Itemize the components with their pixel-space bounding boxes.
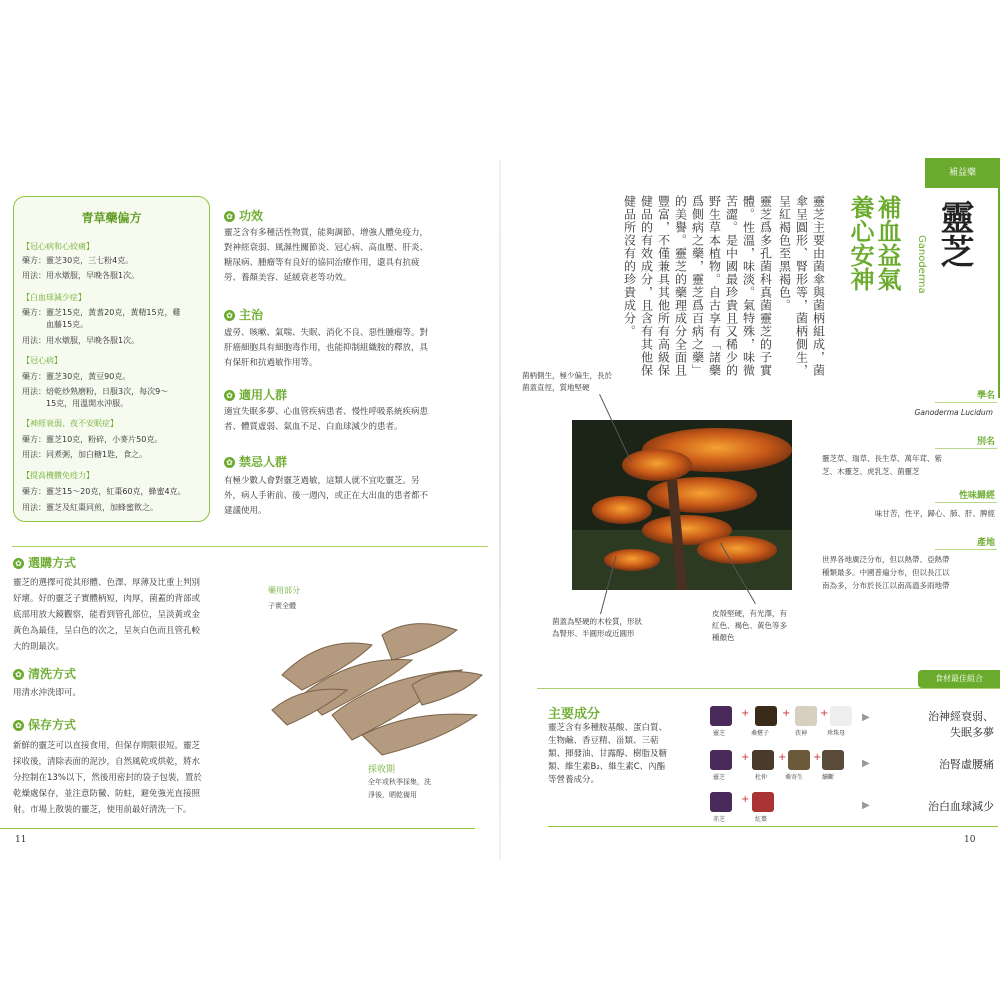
category-tab: 補益藥 xyxy=(925,158,1000,188)
annotation-shell: 皮殼堅硬，有光澤，有 xyxy=(712,609,787,618)
eucommia-icon xyxy=(752,750,774,770)
taboo-line: 外，病人手術前、後一週內，或正在大出血的患者都不 xyxy=(224,491,429,501)
slogan-1: 補血益氣 xyxy=(873,195,901,291)
remedy-heading: 【白血球減少症】 xyxy=(22,293,86,302)
herbal-remedy-box xyxy=(13,196,210,522)
body-column: 爲側病之藥，靈芝爲百病之藥」 xyxy=(690,195,705,377)
store-line: 乾燥處保存，並注意防黴、防蛀，避免強光直接照 xyxy=(13,789,201,799)
footer-line-left xyxy=(0,828,475,829)
buy-line: 靈芝的選擇可從其形體、色澤、厚薄及比重上判別 xyxy=(13,578,201,588)
remedy-line: 用法：用水燉服，早晚各服1次。 xyxy=(22,336,140,345)
plus-icon: + xyxy=(741,794,750,805)
buy-heading: ✿ 選購方式 xyxy=(13,554,76,571)
jujube-icon xyxy=(752,792,774,812)
origin-line: 南為多，分布於長江以南高溫多雨地帶 xyxy=(822,581,950,590)
remedy-line: 用法：用水燉服，早晚各服1次。 xyxy=(22,271,140,280)
combo-ingredient: 茯神 xyxy=(795,730,808,737)
dipsacus-icon xyxy=(822,750,844,770)
info-rule xyxy=(935,549,997,550)
mulberry-icon xyxy=(755,706,777,726)
remedy-line: 藥方：靈芝10克，粉碎，小麥片50克。 xyxy=(22,435,163,444)
annotation-cap: 菌蓋為堅硬的木栓質，形狀 xyxy=(552,617,642,626)
composition-line: 生物鹼、香豆精、甾類、三萜 xyxy=(548,736,659,746)
slogan-2: 養心安神 xyxy=(846,195,874,291)
combo-result: 治腎虛腰痛 xyxy=(939,758,994,771)
suitable-line: 者、體質虛弱、氣血不足、白血球減少的患者。 xyxy=(224,422,403,432)
body-column: 呈紅褐色至黑褐色。 xyxy=(777,195,792,312)
buy-line: 好壞。好的靈芝子實體柄短，肉厚，菌蓋的背部或 xyxy=(13,594,201,604)
remedy-line: 15克，用溫開水沖服。 xyxy=(22,399,129,408)
store-line: 射。市場上散裝的靈芝，使用前最好清洗一下。 xyxy=(13,805,192,815)
store-line: 採收後，清除表面的泥沙，自然風乾或烘乾，將水 xyxy=(13,757,201,767)
sci-name: Ganoderma Lucidum xyxy=(914,408,993,417)
sci-label: 學名 xyxy=(976,391,995,401)
poria-icon xyxy=(795,706,817,726)
arrow-icon: ▶ xyxy=(862,712,870,723)
effect-line: 靈芝含有多種活性物質，能夠調節、增強人體免疫力， xyxy=(224,228,429,238)
mistletoe-icon xyxy=(788,750,810,770)
store-heading: ✿ 保存方式 xyxy=(13,716,76,733)
lingzhi-photo xyxy=(572,420,792,590)
plus-icon: + xyxy=(741,752,750,763)
annotation-cap: 為腎形、半圓形或近圓形 xyxy=(552,629,635,638)
remedy-heading: 【提高機體免疫力】 xyxy=(22,471,94,480)
info-rule xyxy=(935,402,997,403)
plus-icon: + xyxy=(782,708,791,719)
body-column: 苦澀。是中國最珍貴且又稀少的 xyxy=(724,195,739,377)
plus-icon: + xyxy=(741,708,750,719)
body-column: 健品的有效成分，且含有其他保 xyxy=(639,195,654,377)
star-icon: ✿ xyxy=(13,669,24,680)
taste-text: 味甘苦，性平，歸心、肺、肝、脾經 xyxy=(875,509,995,518)
body-column: 靈芝爲多孔菌科真菌靈芝的子實 xyxy=(758,195,773,377)
star-icon: ✿ xyxy=(224,457,235,468)
body-column: 體。性溫，味淡。氣特殊，味微 xyxy=(741,195,756,377)
buy-line: 黃色為最佳，呈白色的次之，呈灰白色而且管孔較 xyxy=(13,626,201,636)
page-number-left: 11 xyxy=(15,835,27,845)
harvest-line: 淨後，晒乾備用 xyxy=(368,791,417,799)
best-combo-badge: 食材最佳組合 xyxy=(918,670,1000,688)
plus-icon: + xyxy=(778,752,787,763)
harvest-line: 全年或秋季採集，洗 xyxy=(368,778,431,786)
remedy-line: 血藤15克。 xyxy=(22,320,89,329)
info-rule xyxy=(935,448,997,449)
annotation-shell: 紅色、褐色、黃色等多 xyxy=(712,621,787,630)
suitable-line: 適宜失眠多夢、心血管疾病患者、慢性呼吸系統疾病患 xyxy=(224,407,429,417)
annotation-shell: 種顏色 xyxy=(712,633,735,642)
body-column: 的美譽。靈芝的藥理成分全面且 xyxy=(673,195,688,377)
dried-lingzhi-image xyxy=(262,615,487,760)
arrow-icon: ▶ xyxy=(862,758,870,769)
part-value: 子實全體 xyxy=(268,602,296,610)
annotation-stem: 菌蓋直徑，質地堅硬 xyxy=(522,383,590,392)
buy-line: 大的則最次。 xyxy=(13,642,65,652)
herb-title: 靈芝 xyxy=(934,200,974,268)
star-icon: ✿ xyxy=(224,211,235,222)
lingzhi-icon xyxy=(710,706,732,726)
remedy-heading: 【冠心病和心絞痛】 xyxy=(22,242,94,251)
body-column: 野生草本植物。自古享有「諸藥 xyxy=(707,195,722,377)
clean-line: 用清水沖洗即可。 xyxy=(13,688,82,698)
effect-line: 對神經衰弱、風濕性關節炎、冠心病、高血壓、肝炎、 xyxy=(224,243,429,253)
alias-label: 別名 xyxy=(976,437,995,447)
composition-line: 靈芝含有多種胺基酸、蛋白質、 xyxy=(548,723,668,733)
combo-ingredient: 赤芝 xyxy=(713,816,726,823)
indication-line: 有保肝和抗過敏作用等。 xyxy=(224,358,318,368)
remedy-line: 用法：靈芝及紅棗同煎，加蜂蜜飲之。 xyxy=(22,503,158,512)
remedy-line: 藥方：靈芝30克，三七粉4克。 xyxy=(22,256,134,265)
remedy-line: 藥方：靈芝30克，黃豆90克。 xyxy=(22,372,131,381)
body-column: 靈芝主要由菌傘與菌柄組成，菌 xyxy=(811,195,826,377)
taboo-line: 建議使用。 xyxy=(224,506,267,516)
alias-line: 靈芝草、瑞草、長生草、萬年茸、紫 xyxy=(822,454,942,463)
remedy-line: 藥方：靈芝15～20克，紅棗60克，蜂蜜4克。 xyxy=(22,487,186,496)
info-rule xyxy=(935,502,997,503)
latin-name: Ganoderma xyxy=(916,235,927,294)
star-icon: ✿ xyxy=(224,310,235,321)
pearl-icon xyxy=(830,706,852,726)
combo-result: 治神經衰弱、 xyxy=(928,710,994,723)
indication-heading: ✿ 主治 xyxy=(224,306,263,323)
red-lingzhi-icon xyxy=(710,792,732,812)
origin-label: 產地 xyxy=(976,538,995,548)
composition-title: 主要成分 xyxy=(548,707,601,722)
composition-line: 等營養成分。 xyxy=(548,775,600,785)
indication-line: 虛勞、咳嗽、氣喘、失眠、消化不良、惡性腫瘤等。對 xyxy=(224,328,429,338)
taboo-line: 有極少數人會對靈芝過敏，這類人就不宜吃靈芝。另 xyxy=(224,476,420,486)
indication-line: 肝癌細胞具有細胞毒作用，也能抑制組織胺的釋放，具 xyxy=(224,343,429,353)
taste-label: 性味歸經 xyxy=(958,491,995,501)
body-column: 豐富，不僅兼具其他所有高級保 xyxy=(656,195,671,377)
plus-icon: + xyxy=(813,752,822,763)
suitable-heading: ✿ 適用人群 xyxy=(224,386,287,403)
footer-line-right xyxy=(548,826,998,827)
alias-line: 芝、木靈芝、虎乳芝、菌靈芝 xyxy=(822,467,920,476)
combo-ingredient: 靈芝 xyxy=(713,774,726,781)
buy-line: 底部用放大鏡觀察，能看到管孔部位，呈淡黃或金 xyxy=(13,610,201,620)
herbal-box-title: 青草藥偏方 xyxy=(81,211,142,225)
store-line: 分控制在13%以下，然後用密封的袋子包裝，置於 xyxy=(13,773,202,783)
origin-line: 世界各地廣泛分布，但以熱帶、亞熱帶 xyxy=(822,555,950,564)
combo-ingredient: 珍珠母 xyxy=(827,730,846,737)
combo-result: 失眠多夢 xyxy=(950,726,994,739)
combo-ingredient: 桑椹子 xyxy=(751,730,770,737)
divider xyxy=(12,546,488,547)
part-label: 藥用部分 xyxy=(268,586,300,595)
divider xyxy=(537,688,1000,689)
star-icon: ✿ xyxy=(13,720,24,731)
harvest-label: 採收期 xyxy=(368,765,396,775)
store-line: 新鮮的靈芝可以直接食用，但保存期限很短。靈芝 xyxy=(13,741,201,751)
plus-icon: + xyxy=(820,708,829,719)
combo-result: 治白血球減少 xyxy=(928,800,994,813)
combo-ingredient: 杜仲 xyxy=(755,774,768,781)
remedy-heading: 【神經衰弱、夜不安眠症】 xyxy=(22,419,118,428)
combo-ingredient: 靈芝 xyxy=(713,730,726,737)
combo-ingredient: 續斷 xyxy=(822,774,835,781)
lingzhi-icon xyxy=(710,750,732,770)
combo-ingredient: 桑寄生 xyxy=(785,774,804,781)
page-number-right: 10 xyxy=(964,835,976,845)
effect-line: 勞、養顏美容、延緩衰老等功效。 xyxy=(224,273,352,283)
annotation-stem: 菌柄側生，極少偏生，長於 xyxy=(522,371,612,380)
remedy-line: 藥方：靈芝15克，黃耆20克，黃精15克，雞 xyxy=(22,308,181,317)
body-column: 健品所沒有的珍貴成分。 xyxy=(622,195,637,338)
star-icon: ✿ xyxy=(224,390,235,401)
clean-heading: ✿ 清洗方式 xyxy=(13,665,76,682)
remedy-line: 用法：焙乾炒熟磨粉，日服3次，每次9～ xyxy=(22,387,169,396)
remedy-heading: 【冠心病】 xyxy=(22,356,62,365)
combo-ingredient: 紅棗 xyxy=(755,816,768,823)
effect-line: 糖尿病、腫瘤等有良好的協同治療作用，還具有抗疲 xyxy=(224,258,420,268)
composition-line: 類、維生素B₂、維生素C、內酯 xyxy=(548,762,666,772)
body-column: 傘呈圓形、腎形等，菌柄側生， xyxy=(794,195,809,377)
remedy-line: 用法：同煮粥，加白糖1匙，食之。 xyxy=(22,450,148,459)
page-fold xyxy=(499,160,501,860)
taboo-heading: ✿ 禁忌人群 xyxy=(224,453,287,470)
composition-line: 類、揮發油、甘露醇、樹脂及糖 xyxy=(548,749,668,759)
arrow-icon: ▶ xyxy=(862,800,870,811)
effect-heading: ✿ 功效 xyxy=(224,207,263,224)
star-icon: ✿ xyxy=(13,558,24,569)
origin-line: 種類最多。中國普遍分布，但以長江以 xyxy=(822,568,950,577)
